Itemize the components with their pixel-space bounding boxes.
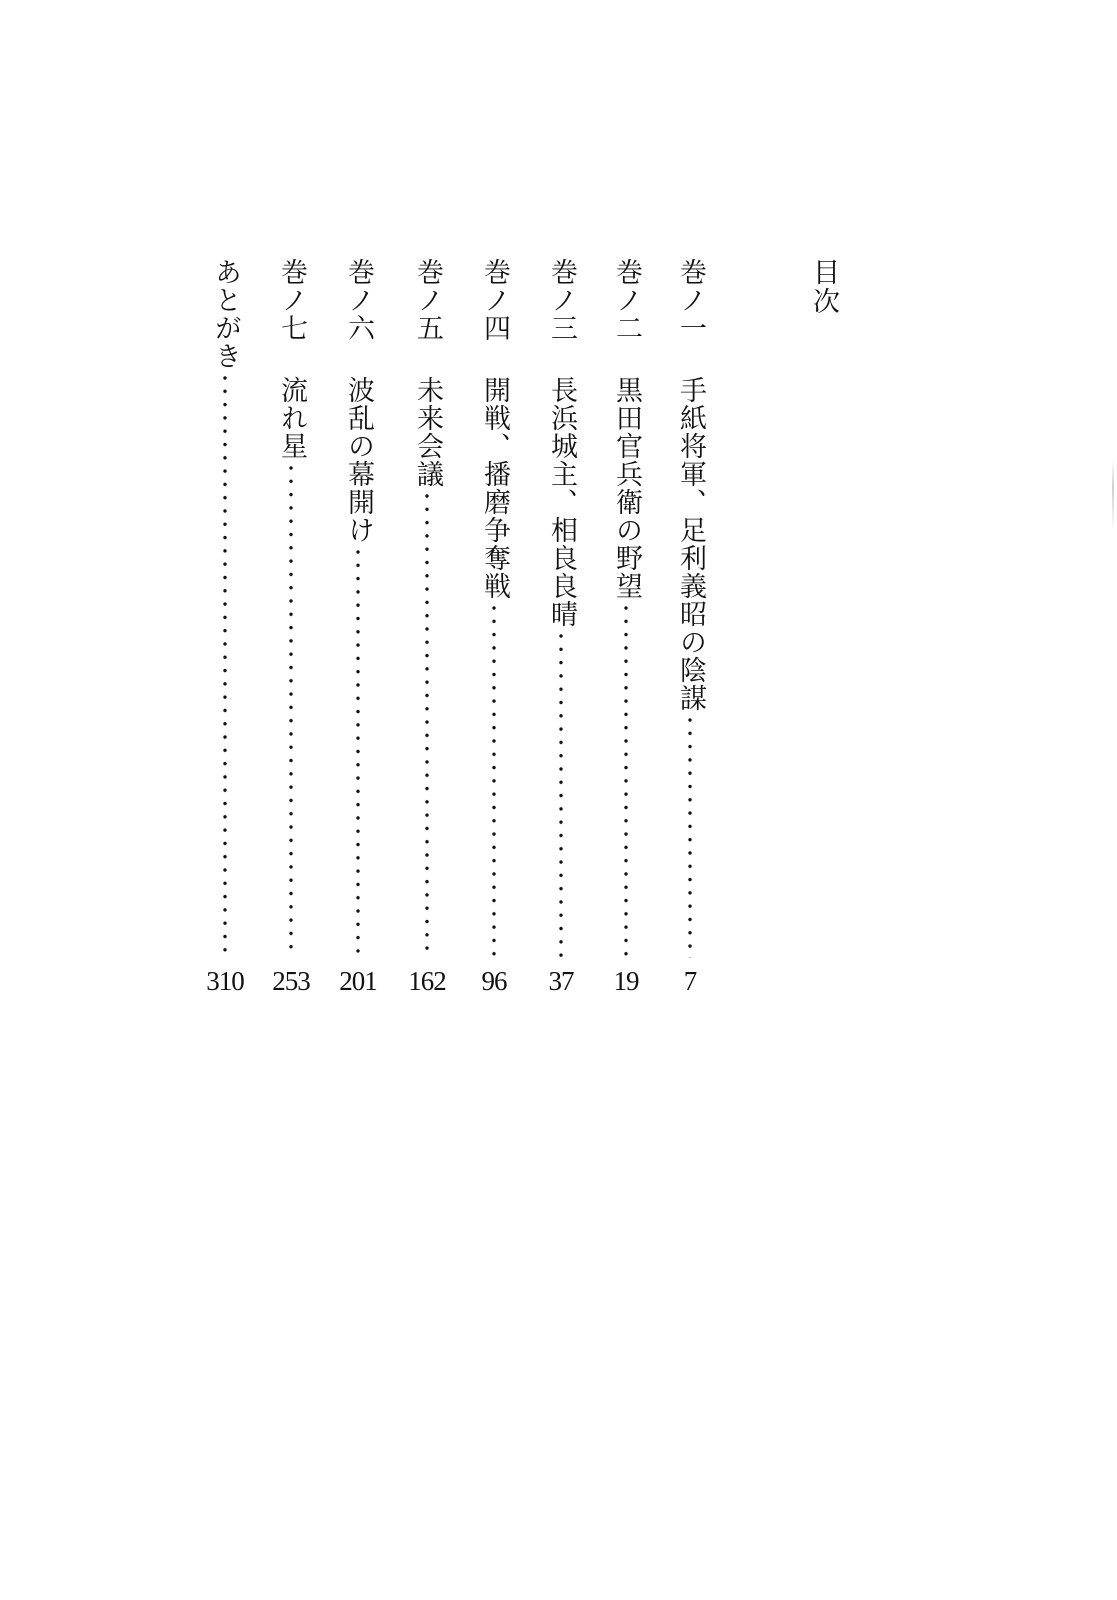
dot-leader xyxy=(492,606,496,958)
dot-leader xyxy=(223,376,227,958)
chapter-title: 手紙将軍、足利義昭の陰謀 xyxy=(675,376,706,712)
page-number: 253 xyxy=(272,966,310,996)
scan-edge-mark xyxy=(1112,460,1114,530)
toc-title: 目次 xyxy=(808,258,839,316)
dot-leader xyxy=(425,494,429,958)
page-number: 7 xyxy=(683,966,697,996)
chapter-label: 巻ノ二 xyxy=(611,258,642,342)
chapter-title: あとがき xyxy=(210,258,241,370)
page-number: 37 xyxy=(548,966,574,996)
dot-leader xyxy=(559,634,563,958)
page-number: 162 xyxy=(408,966,446,996)
dot-leader xyxy=(688,718,692,958)
chapter-title: 長浜城主、相良良晴 xyxy=(546,376,577,628)
page-number: 19 xyxy=(613,966,639,996)
page-number: 96 xyxy=(481,966,507,996)
page-number: 310 xyxy=(206,966,244,996)
chapter-title: 未来会議 xyxy=(412,376,443,488)
chapter-label: 巻ノ一 xyxy=(675,258,706,342)
dot-leader xyxy=(356,550,360,958)
chapter-label: 巻ノ三 xyxy=(546,258,577,342)
dot-leader xyxy=(289,466,293,958)
chapter-title: 流れ星 xyxy=(276,376,307,460)
chapter-label: 巻ノ四 xyxy=(479,258,510,342)
chapter-title: 波乱の幕開け xyxy=(343,376,374,544)
dot-leader xyxy=(624,606,628,958)
chapter-label: 巻ノ七 xyxy=(276,258,307,342)
chapter-title: 開戦、播磨争奪戦 xyxy=(479,376,510,600)
page-number: 201 xyxy=(339,966,377,996)
chapter-label: 巻ノ六 xyxy=(343,258,374,342)
chapter-title: 黒田官兵衛の野望 xyxy=(611,376,642,600)
chapter-label: 巻ノ五 xyxy=(412,258,443,342)
